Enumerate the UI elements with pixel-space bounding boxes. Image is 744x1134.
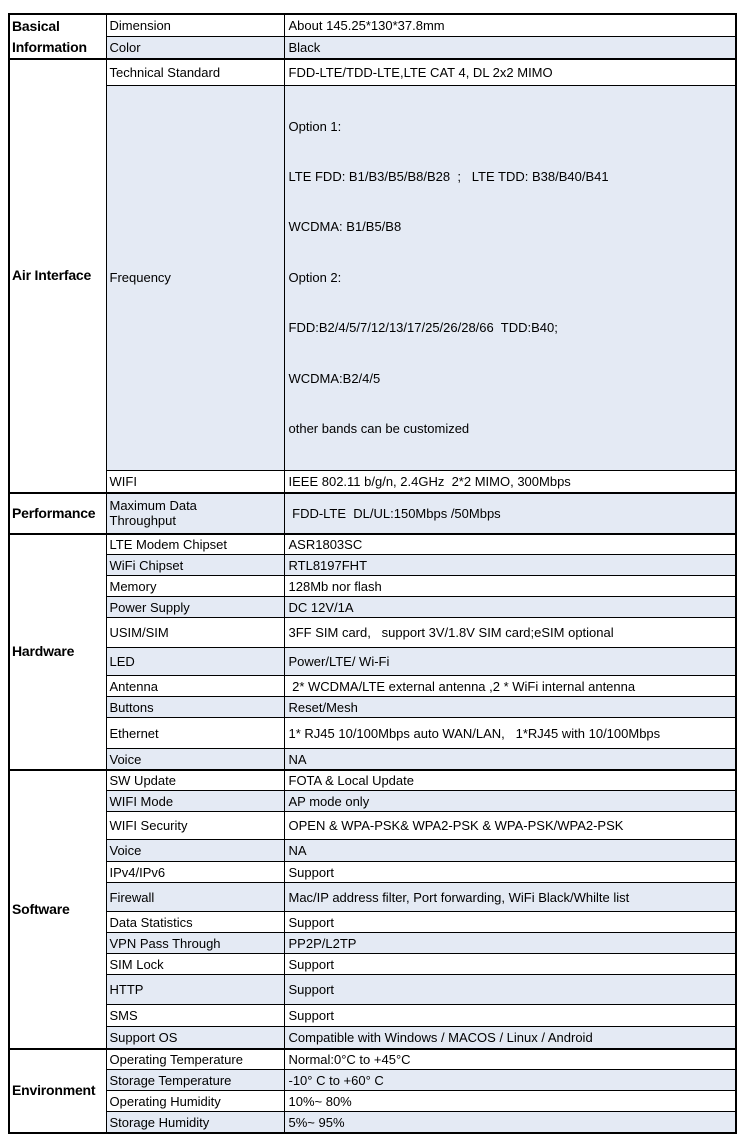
spec-table bbox=[8, 13, 737, 1134]
property-cell: WIFI bbox=[106, 471, 284, 493]
property-cell: Buttons bbox=[106, 697, 284, 718]
row-data-statistics bbox=[9, 912, 736, 933]
row-storage-temperature bbox=[9, 1070, 736, 1091]
property-cell: Support OS bbox=[106, 1027, 284, 1049]
property-cell: VPN Pass Through bbox=[106, 933, 284, 954]
property-cell: Memory bbox=[106, 576, 284, 597]
row-led bbox=[9, 648, 736, 676]
row-max-data-throughput bbox=[9, 493, 736, 534]
property-cell: SMS bbox=[106, 1005, 284, 1027]
property-cell: WIFI Security bbox=[106, 812, 284, 840]
property-cell: Technical Standard bbox=[106, 59, 284, 85]
property-cell: WIFI Mode bbox=[106, 791, 284, 812]
row-firewall bbox=[9, 883, 736, 912]
property-cell: Antenna bbox=[106, 676, 284, 697]
property-cell: Dimension bbox=[106, 14, 284, 37]
property-cell: Data Statistics bbox=[106, 912, 284, 933]
row-wifi bbox=[9, 471, 736, 493]
row-ipv4-ipv6 bbox=[9, 862, 736, 883]
value-cell: PP2P/L2TP bbox=[284, 933, 736, 954]
row-sw-update bbox=[9, 770, 736, 791]
value-line: FDD:B2/4/5/7/12/13/17/25/26/28/66 TDD:B40; bbox=[288, 320, 558, 336]
value-cell: FDD-LTE/TDD-LTE,LTE CAT 4, DL 2x2 MIMO bbox=[284, 59, 736, 85]
value-cell: 128Mb nor flash bbox=[284, 576, 736, 597]
section-label-hardware: Hardware bbox=[9, 534, 106, 770]
row-voice-software bbox=[9, 840, 736, 862]
row-operating-humidity bbox=[9, 1091, 736, 1112]
property-cell: SW Update bbox=[106, 770, 284, 791]
value-line: WCDMA:B2/4/5 bbox=[288, 370, 381, 386]
property-cell: Storage Temperature bbox=[106, 1070, 284, 1091]
property-cell: Operating Humidity bbox=[106, 1091, 284, 1112]
property-cell: Storage Humidity bbox=[106, 1112, 284, 1133]
value-cell: DC 12V/1A bbox=[284, 597, 736, 618]
section-label-environment: Environment bbox=[9, 1049, 106, 1133]
section-label-software: Software bbox=[9, 770, 106, 1049]
property-cell: Firewall bbox=[106, 883, 284, 912]
value-cell: Support bbox=[284, 975, 736, 1005]
value-cell: 5%~ 95% bbox=[284, 1112, 736, 1133]
row-operating-temperature bbox=[9, 1049, 736, 1070]
value-line: other bands can be customized bbox=[288, 420, 470, 436]
row-technical-standard bbox=[9, 59, 736, 85]
value-cell: 3FF SIM card, support 3V/1.8V SIM card;eSIM optional bbox=[284, 618, 736, 648]
property-cell: Power Supply bbox=[106, 597, 284, 618]
row-color bbox=[9, 37, 736, 60]
value-cell: ASR1803SC bbox=[284, 534, 736, 555]
row-sms bbox=[9, 1005, 736, 1027]
row-wifi-mode bbox=[9, 791, 736, 812]
property-cell bbox=[106, 493, 284, 534]
value-cell: FDD-LTE DL/UL:150Mbps /50Mbps bbox=[284, 493, 736, 534]
value-cell: FOTA & Local Update bbox=[284, 770, 736, 791]
property-cell: Ethernet bbox=[106, 718, 284, 749]
value-cell: Compatible with Windows / MACOS / Linux / Android bbox=[284, 1027, 736, 1049]
value-cell: AP mode only bbox=[284, 791, 736, 812]
row-http bbox=[9, 975, 736, 1005]
row-memory bbox=[9, 576, 736, 597]
value-cell: Support bbox=[284, 1005, 736, 1027]
property-cell: LED bbox=[106, 648, 284, 676]
row-storage-humidity bbox=[9, 1112, 736, 1133]
property-cell: LTE Modem Chipset bbox=[106, 534, 284, 555]
value-cell: Black bbox=[284, 37, 736, 60]
value-cell: Support bbox=[284, 954, 736, 975]
property-cell: Operating Temperature bbox=[106, 1049, 284, 1070]
value-cell bbox=[284, 85, 736, 471]
row-dimension bbox=[9, 14, 736, 37]
property-cell: Color bbox=[106, 37, 284, 60]
value-cell: Normal:0°C to +45°C bbox=[284, 1049, 736, 1070]
value-cell: IEEE 802.11 b/g/n, 2.4GHz 2*2 MIMO, 300Mbps bbox=[284, 471, 736, 493]
value-cell: 2* WCDMA/LTE external antenna ,2 * WiFi internal antenna bbox=[284, 676, 736, 697]
row-ethernet bbox=[9, 718, 736, 749]
value-cell: 10%~ 80% bbox=[284, 1091, 736, 1112]
value-cell: About 145.25*130*37.8mm bbox=[284, 14, 736, 37]
value-cell: Support bbox=[284, 862, 736, 883]
section-label-basical-information: Basical Information bbox=[9, 14, 106, 59]
value-line: Option 2: bbox=[288, 269, 342, 285]
property-cell: IPv4/IPv6 bbox=[106, 862, 284, 883]
row-antenna bbox=[9, 676, 736, 697]
value-line: Option 1: bbox=[288, 118, 342, 134]
property-cell: USIM/SIM bbox=[106, 618, 284, 648]
property-cell: SIM Lock bbox=[106, 954, 284, 975]
row-wifi-security bbox=[9, 812, 736, 840]
value-cell: Reset/Mesh bbox=[284, 697, 736, 718]
section-label-air-interface: Air Interface bbox=[9, 59, 106, 493]
value-cell: Power/LTE/ Wi-Fi bbox=[284, 648, 736, 676]
property-cell: WiFi Chipset bbox=[106, 555, 284, 576]
row-voice-hardware bbox=[9, 749, 736, 770]
value-cell: NA bbox=[284, 749, 736, 770]
row-lte-modem-chipset bbox=[9, 534, 736, 555]
row-support-os bbox=[9, 1027, 736, 1049]
value-cell: Support bbox=[284, 912, 736, 933]
row-buttons bbox=[9, 697, 736, 718]
value-cell: -10° C to +60° C bbox=[284, 1070, 736, 1091]
row-usim-sim bbox=[9, 618, 736, 648]
value-line: LTE FDD: B1/B3/B5/B8/B28 ; LTE TDD: B38/B40/B41 bbox=[288, 168, 609, 184]
row-power-supply bbox=[9, 597, 736, 618]
value-cell: 1* RJ45 10/100Mbps auto WAN/LAN, 1*RJ45 with 10/100Mbps bbox=[284, 718, 736, 749]
value-cell: Mac/IP address filter, Port forwarding, WiFi Black/Whilte list bbox=[284, 883, 736, 912]
property-cell: Voice bbox=[106, 749, 284, 770]
row-frequency bbox=[9, 85, 736, 471]
value-cell: NA bbox=[284, 840, 736, 862]
property-label: Maximum Data Throughput bbox=[109, 498, 201, 529]
property-cell: Frequency bbox=[106, 85, 284, 471]
row-wifi-chipset bbox=[9, 555, 736, 576]
property-cell: HTTP bbox=[106, 975, 284, 1005]
property-cell: Voice bbox=[106, 840, 284, 862]
row-vpn-pass-through bbox=[9, 933, 736, 954]
section-label-performance: Performance bbox=[9, 493, 106, 534]
value-cell: RTL8197FHT bbox=[284, 555, 736, 576]
value-line: WCDMA: B1/B5/B8 bbox=[288, 219, 402, 235]
value-cell: OPEN & WPA-PSK& WPA2-PSK & WPA-PSK/WPA2-PSK bbox=[284, 812, 736, 840]
row-sim-lock bbox=[9, 954, 736, 975]
